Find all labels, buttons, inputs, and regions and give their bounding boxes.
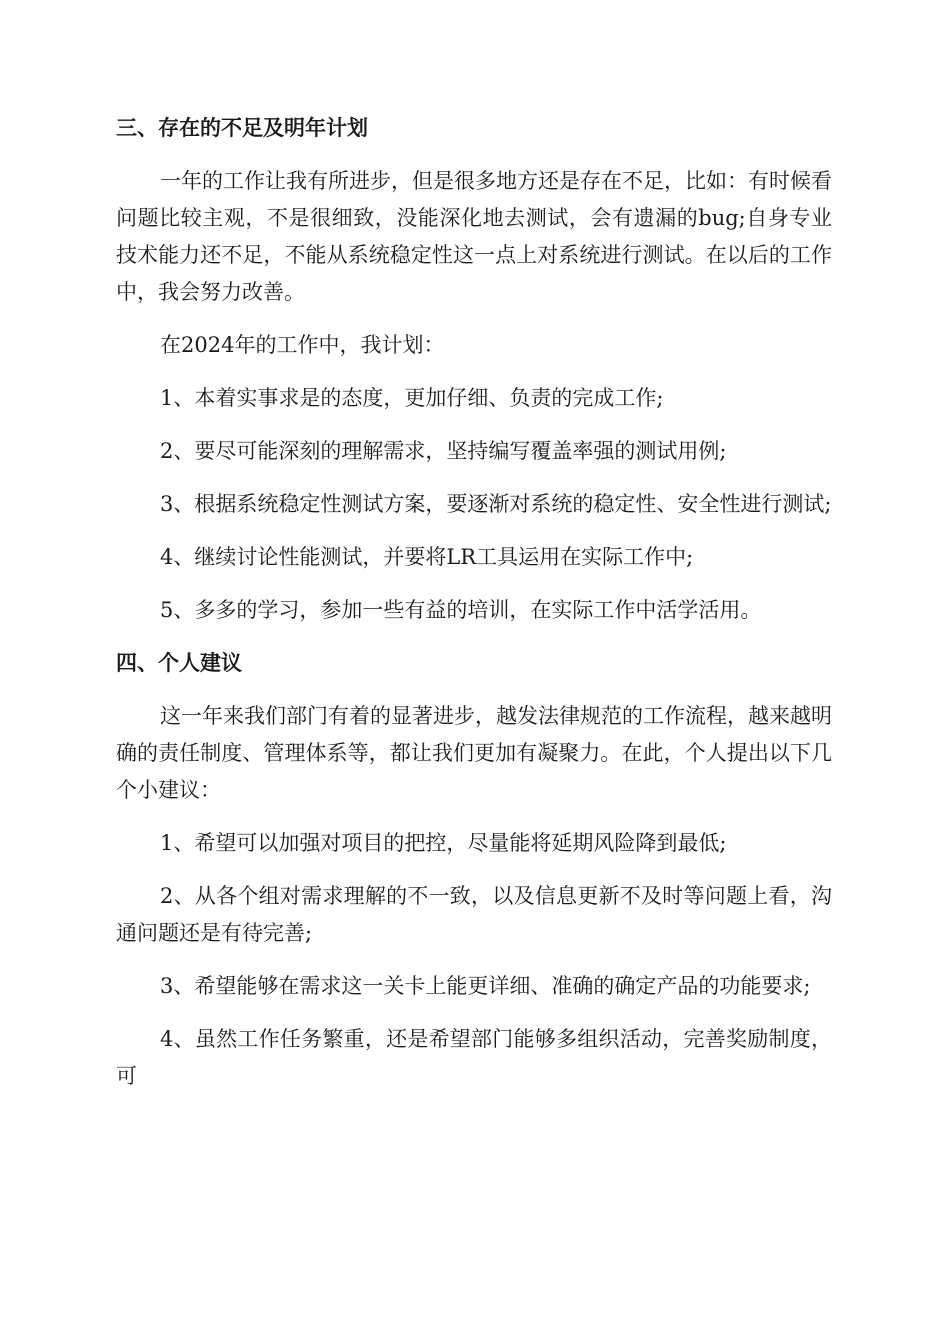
section3-intro-paragraph: 一年的工作让我有所进步，但是很多地方还是存在不足，比如：有时候看问题比较主观，不是很细致，没能深化地去测试，会有遗漏的bug;自身专业技术能力还不足，不能从系统稳定性这一点上对系统进行测试。在以后的工作中，我会努力改善。	[116, 169, 832, 304]
section4-intro-paragraph: 这一年来我们部门有着的显著进步，越发法律规范的工作流程，越来越明确的责任制度、管理体系等，都让我们更加有凝聚力。在此，个人提出以下几个小建议：	[116, 704, 832, 802]
section4-suggestion-3: 3、希望能够在需求这一关卡上能更详细、准确的确定产品的功能要求;	[160, 974, 811, 998]
section4-suggestion-2: 2、从各个组对需求理解的不一致，以及信息更新不及时等问题上看，沟通问题还是有待完善;	[116, 884, 832, 945]
section3-heading: 三、存在的不足及明年计划	[116, 116, 368, 140]
section3-plan-intro: 在2024年的工作中，我计划：	[160, 333, 445, 357]
section3-plan-item-3: 3、根据系统稳定性测试方案，要逐渐对系统的稳定性、安全性进行测试;	[160, 492, 832, 516]
section3-plan-item-5: 5、多多的学习，参加一些有益的培训，在实际工作中活学活用。	[160, 598, 762, 622]
section4-suggestion-1: 1、希望可以加强对项目的把控，尽量能将延期风险降到最低;	[160, 831, 727, 855]
section4-heading: 四、个人建议	[116, 651, 242, 675]
section3-plan-item-1: 1、本着实事求是的态度，更加仔细、负责的完成工作;	[160, 386, 664, 410]
section3-plan-item-2: 2、要尽可能深刻的理解需求，坚持编写覆盖率强的测试用例;	[160, 439, 727, 463]
section3-plan-item-4: 4、继续讨论性能测试，并要将LR工具运用在实际工作中;	[160, 545, 694, 569]
section4-suggestion-4: 4、虽然工作任务繁重，还是希望部门能够多组织活动，完善奖励制度，可	[116, 1027, 832, 1088]
document-page	[116, 110, 832, 1111]
